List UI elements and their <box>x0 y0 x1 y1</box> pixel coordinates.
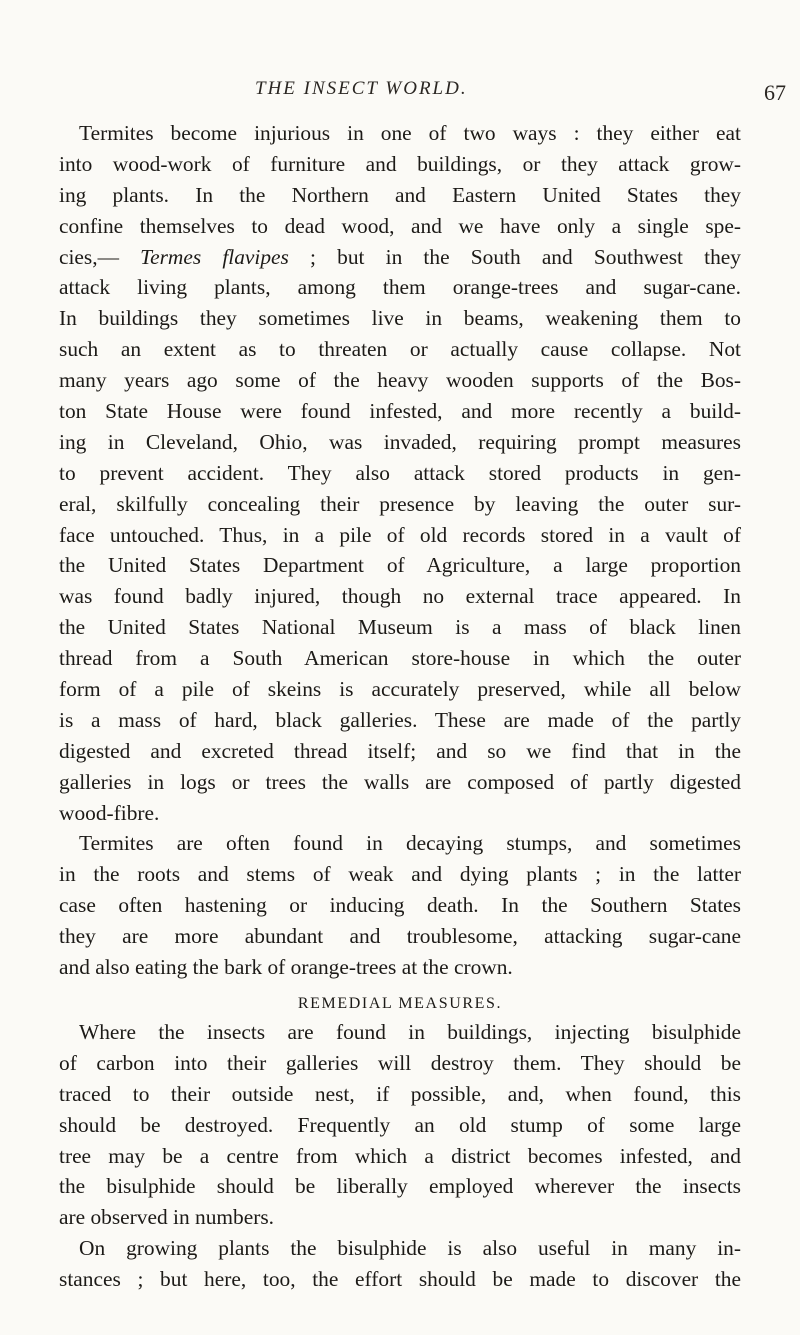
text-line: of carbon into their galleries will destroy them. They should be <box>59 1050 741 1075</box>
text-line: the United States National Museum is a mass of black linen <box>59 615 741 640</box>
text-line: digested and excreted thread itself; and so we find that in the <box>59 738 741 763</box>
section-heading: REMEDIAL MEASURES. <box>297 994 503 1012</box>
text-line: wood-fibre. <box>59 800 160 825</box>
text-line: in the roots and stems of weak and dying plants ; in the latter <box>59 862 741 887</box>
text-line: into wood-work of furniture and buildings, or they attack grow- <box>59 151 741 176</box>
paragraph-remedies-buildings <box>59 1017 741 1233</box>
text-line: attack living plants, among them orange-trees and sugar-cane. <box>59 275 741 300</box>
text-line: tree may be a centre from which a district becomes infested, and <box>59 1143 741 1168</box>
text-line: face untouched. Thus, in a pile of old records stored in a vault of <box>59 522 741 547</box>
text-line: case often hastening or inducing death. In the Southern States <box>59 893 741 918</box>
text-line: On growing plants the bisulphide is also useful in many in- <box>79 1236 741 1261</box>
text-line: to prevent accident. They also attack stored products in gen- <box>59 460 741 485</box>
text-line: eral, skilfully concealing their presence by leaving the outer sur- <box>59 491 741 516</box>
running-title: THE INSECT WORLD. <box>255 78 468 99</box>
text-line: and also eating the bark of orange-trees at the crown. <box>59 955 513 980</box>
text-line: are observed in numbers. <box>59 1205 275 1230</box>
paragraph-remedies-plants <box>59 1233 741 1295</box>
text-line: confine themselves to dead wood, and we have only a single spe- <box>59 213 741 238</box>
text-line: In buildings they sometimes live in beams, weakening them to <box>59 306 741 331</box>
text-line: is a mass of hard, black galleries. These are made of the partly <box>59 707 741 732</box>
page-number: 67 <box>764 80 786 105</box>
running-head <box>0 78 800 108</box>
text-line: cies,— Termes flavipes ; but in the South and Southwest they <box>59 244 741 269</box>
text-line: such an extent as to threaten or actually cause collapse. Not <box>59 337 741 362</box>
text-line: they are more abundant and troublesome, attacking sugar-cane <box>59 924 741 949</box>
text-line: many years ago some of the heavy wooden supports of the Bos- <box>59 368 741 393</box>
text-line: the bisulphide should be liberally employed wherever the insects <box>59 1174 741 1199</box>
text-line: traced to their outside nest, if possible, and, when found, this <box>59 1081 741 1106</box>
text-line: ton State House were found infested, and more recently a build- <box>59 399 741 424</box>
text-line: form of a pile of skeins is accurately preserved, while all below <box>59 677 741 702</box>
paragraph-termites-injury <box>59 118 741 828</box>
text-line: the United States Department of Agriculture, a large proportion <box>59 553 741 578</box>
species-name: Termes flavipes <box>140 244 289 269</box>
text-line: was found badly injured, though no external trace appeared. In <box>59 584 741 609</box>
text-line: Where the insects are found in buildings, injecting bisulphide <box>79 1019 741 1044</box>
body-text <box>59 118 741 1295</box>
text-line: galleries in logs or trees the walls are composed of partly digested <box>59 769 741 794</box>
text-line: Termites are often found in decaying stumps, and sometimes <box>79 831 741 856</box>
text-line: ing in Cleveland, Ohio, was invaded, requiring prompt measures <box>59 429 741 454</box>
text-line: ing plants. In the Northern and Eastern United States they <box>59 182 741 207</box>
text-line: Termites become injurious in one of two ways : they either eat <box>79 121 741 145</box>
paragraph-termites-habitat <box>59 828 741 982</box>
text-line: stances ; but here, too, the effort should be made to discover the <box>59 1267 741 1292</box>
text-line: thread from a South American store-house in which the outer <box>59 646 741 671</box>
text-line: should be destroyed. Frequently an old stump of some large <box>59 1112 741 1137</box>
